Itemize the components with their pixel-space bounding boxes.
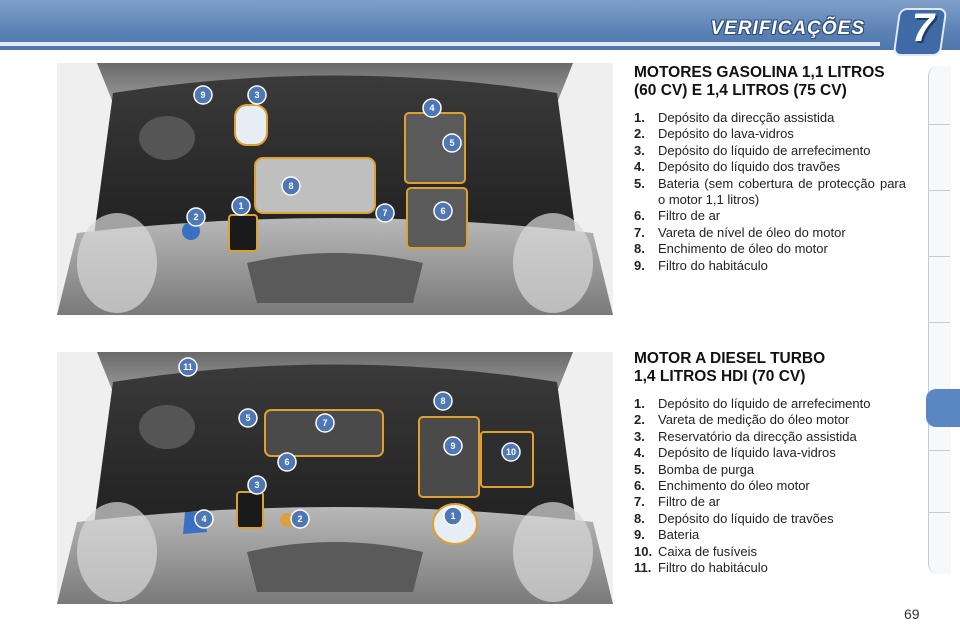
section-title bbox=[634, 350, 906, 386]
tab-divider bbox=[928, 256, 950, 257]
engine-bay-petrol-illustration bbox=[57, 63, 613, 315]
legend-item-number: 8. bbox=[634, 241, 645, 257]
page-number: 69 bbox=[904, 606, 920, 622]
legend-item-text: Bomba de purga bbox=[658, 461, 755, 477]
section-title-line: MOTORES GASOLINA 1,1 LITROS bbox=[634, 64, 885, 81]
chapter-tab-strip bbox=[928, 66, 951, 574]
legend-item-number: 3. bbox=[634, 142, 645, 158]
tab-divider bbox=[928, 322, 950, 323]
legend-item-number: 7. bbox=[634, 224, 645, 240]
engine-bay-diesel-illustration bbox=[57, 352, 613, 604]
legend-item-text: Filtro de ar bbox=[658, 494, 721, 510]
callout-marker bbox=[444, 507, 462, 525]
callout-marker bbox=[434, 202, 452, 220]
legend-item-text: Vareta de nível de óleo do motor bbox=[658, 224, 846, 240]
callout-marker bbox=[278, 453, 296, 471]
callout-marker bbox=[179, 358, 197, 376]
legend-item bbox=[634, 143, 906, 159]
legend-item-number: 11. bbox=[634, 560, 652, 576]
callout-marker bbox=[376, 204, 394, 222]
svg-text:5: 5 bbox=[245, 413, 251, 423]
callout-marker bbox=[239, 409, 257, 427]
legend-item bbox=[634, 462, 906, 478]
svg-text:2: 2 bbox=[297, 514, 303, 524]
callout-marker bbox=[248, 476, 266, 494]
svg-text:5: 5 bbox=[449, 138, 455, 148]
legend-item-text: Depósito do líquido de arrefecimento bbox=[658, 396, 871, 411]
tab-divider bbox=[928, 124, 950, 125]
chapter-tab-active[interactable] bbox=[926, 389, 960, 427]
svg-text:7: 7 bbox=[322, 418, 328, 428]
diesel-engine-section bbox=[634, 350, 906, 576]
tab-divider bbox=[928, 512, 950, 513]
callout-marker bbox=[195, 510, 213, 528]
tab-divider bbox=[928, 450, 950, 451]
legend-item bbox=[634, 478, 906, 494]
svg-text:3: 3 bbox=[254, 90, 260, 100]
callout-marker bbox=[232, 197, 250, 215]
legend-item bbox=[634, 412, 906, 428]
callout-marker bbox=[187, 208, 205, 226]
legend-item bbox=[634, 494, 906, 510]
svg-text:9: 9 bbox=[450, 441, 456, 451]
svg-text:4: 4 bbox=[429, 103, 435, 113]
legend-item-number: 10. bbox=[634, 543, 653, 559]
callout-marker bbox=[444, 437, 462, 455]
chapter-number: 7 bbox=[911, 6, 935, 50]
svg-text:1: 1 bbox=[238, 201, 244, 211]
legend-item bbox=[634, 159, 906, 175]
legend-item bbox=[634, 208, 906, 224]
callout-marker bbox=[316, 414, 334, 432]
svg-text:10: 10 bbox=[505, 447, 517, 457]
legend-item bbox=[634, 544, 906, 560]
legend-item-text: Depósito do lava-vidros bbox=[658, 126, 794, 142]
legend-item bbox=[634, 225, 906, 241]
legend-item bbox=[634, 527, 906, 543]
legend-item-number: 4. bbox=[634, 445, 645, 461]
callout-marker bbox=[291, 510, 309, 528]
legend-item bbox=[634, 110, 906, 126]
svg-text:3: 3 bbox=[254, 480, 260, 490]
legend-item-number: 6. bbox=[634, 478, 645, 494]
legend-item-number: 1. bbox=[634, 110, 645, 125]
legend-item-number: 2. bbox=[634, 126, 645, 142]
svg-text:6: 6 bbox=[440, 206, 446, 216]
legend-item-text: Filtro de ar bbox=[658, 208, 721, 224]
section-title-line: 1,4 LITROS HDI (70 CV) bbox=[634, 368, 806, 385]
legend-item-text: Filtro do habitáculo bbox=[658, 560, 768, 576]
chapter-title: VERIFICAÇÕES bbox=[710, 18, 865, 39]
legend-item bbox=[634, 560, 906, 576]
legend-item-number: 2. bbox=[634, 412, 645, 428]
svg-text:6: 6 bbox=[284, 457, 290, 467]
legend-item bbox=[634, 429, 906, 445]
legend-item-number: 1. bbox=[634, 396, 645, 411]
svg-text:1: 1 bbox=[450, 511, 456, 521]
callout-marker bbox=[282, 177, 300, 195]
legend-item-text: Depósito do líquido de travões bbox=[658, 510, 834, 526]
section-title bbox=[634, 64, 906, 100]
tab-divider bbox=[928, 190, 950, 191]
legend-item-text: Bateria (sem cobertura de protecção para o motor 1,1 litros) bbox=[658, 175, 906, 208]
legend-item bbox=[634, 511, 906, 527]
legend-item-text: Enchimento de óleo do motor bbox=[658, 241, 828, 257]
svg-text:8: 8 bbox=[440, 396, 446, 406]
legend-item-text: Filtro do habitáculo bbox=[658, 257, 768, 273]
callout-marker bbox=[443, 134, 461, 152]
component-legend bbox=[634, 110, 906, 274]
svg-text:8: 8 bbox=[288, 181, 294, 191]
legend-item-text: Vareta de medição do óleo motor bbox=[658, 412, 850, 428]
svg-text:2: 2 bbox=[193, 212, 199, 222]
petrol-engine-section bbox=[634, 64, 906, 274]
callout-marker bbox=[423, 99, 441, 117]
legend-item bbox=[634, 241, 906, 257]
callout-marker bbox=[248, 86, 266, 104]
legend-item bbox=[634, 445, 906, 461]
svg-text:4: 4 bbox=[201, 514, 207, 524]
component-legend bbox=[634, 396, 906, 576]
legend-item-text: Reservatório da direcção assistida bbox=[658, 428, 857, 444]
svg-text:11: 11 bbox=[183, 362, 193, 372]
legend-item-text: Depósito do líquido dos travões bbox=[658, 159, 841, 175]
callout-marker bbox=[502, 443, 520, 461]
legend-item-text: Depósito do líquido de arrefecimento bbox=[658, 142, 871, 158]
legend-item-number: 5. bbox=[634, 175, 645, 191]
legend-item-number: 9. bbox=[634, 257, 645, 273]
legend-item-number: 6. bbox=[634, 208, 645, 224]
legend-item-text: Enchimento do óleo motor bbox=[658, 478, 810, 494]
legend-item bbox=[634, 258, 906, 274]
callout-marker bbox=[434, 392, 452, 410]
legend-item-number: 4. bbox=[634, 159, 645, 175]
legend-item bbox=[634, 176, 906, 209]
callout-marker bbox=[194, 86, 212, 104]
legend-item-number: 7. bbox=[634, 494, 645, 510]
section-title-line: MOTOR A DIESEL TURBO bbox=[634, 350, 826, 367]
legend-item-number: 5. bbox=[634, 461, 645, 477]
legend-item-text: Depósito da direcção assistida bbox=[658, 110, 835, 125]
section-title-line: (60 CV) E 1,4 LITROS (75 CV) bbox=[634, 82, 847, 99]
legend-item-text: Caixa de fusíveis bbox=[658, 543, 757, 559]
svg-text:7: 7 bbox=[382, 208, 388, 218]
legend-item-text: Bateria bbox=[658, 527, 700, 543]
svg-text:9: 9 bbox=[200, 90, 206, 100]
legend-item-number: 9. bbox=[634, 527, 645, 543]
legend-item bbox=[634, 126, 906, 142]
legend-item-number: 8. bbox=[634, 510, 645, 526]
header-stripe bbox=[0, 42, 880, 46]
legend-item-text: Depósito de líquido lava-vidros bbox=[658, 445, 836, 461]
legend-item bbox=[634, 396, 906, 412]
legend-item-number: 3. bbox=[634, 428, 645, 444]
